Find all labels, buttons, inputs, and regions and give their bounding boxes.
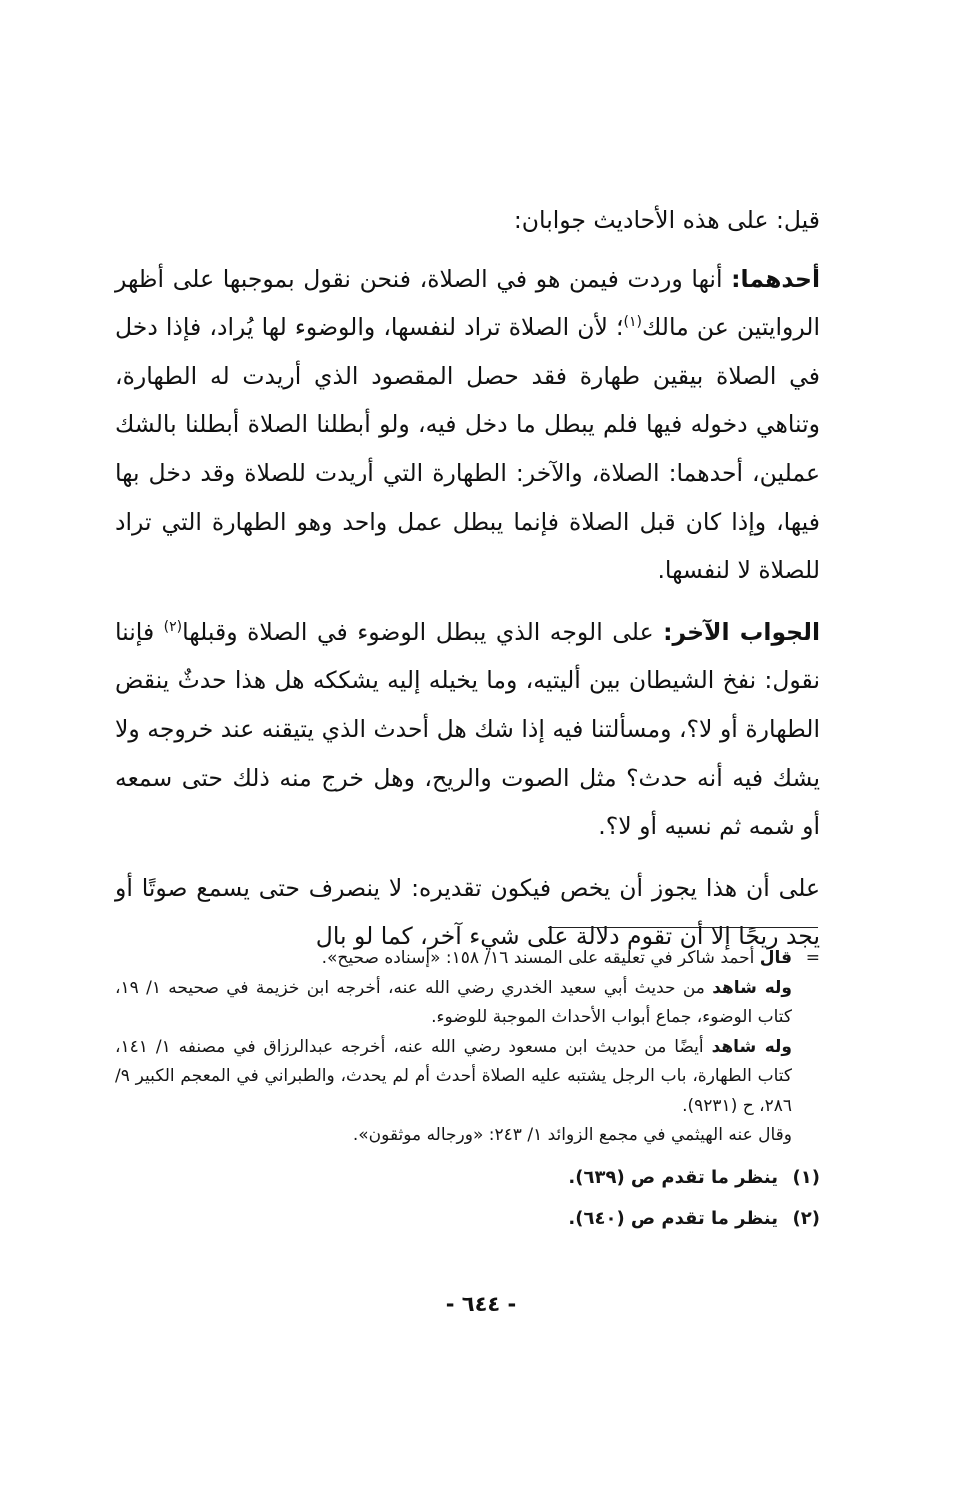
main-text bbox=[115, 196, 820, 974]
paragraph-second-answer bbox=[115, 608, 820, 851]
first-answer-text-a: أنها وردت فيمن هو في الصلاة، فنحن نقول بموجبها على أظهر الروايتين عن مالك bbox=[115, 264, 820, 342]
first-answer-text-b: ؛ لأن الصلاة تراد لنفسها، والوضوء لها يُراد، فإذا دخل في الصلاة بيقين طهارة فقد حصل المقصود الذي أريدت له الطهارة، وتناهي دخوله فيها فلم يبطل ما دخل فيه، ولو أبطلنا الصلاة أبطلنا بالشك عملين، أحدهما: الصلاة، والآخر: الطهارة التي أريدت للصلاة وقد دخل بها فيها، وإذا كان قبل الصلاة فإنما يبطل عمل واحد وهو الطهارة التي تراد للصلاة لا لنفسها. bbox=[115, 313, 820, 585]
footnote-ref-1[interactable]: (١) bbox=[623, 314, 642, 331]
paragraph-intro bbox=[115, 196, 820, 245]
footnote-line bbox=[115, 944, 792, 974]
page-number: - ٦٤٤ - bbox=[445, 1292, 517, 1316]
second-answer-heading: الجواب الآخر: bbox=[663, 617, 820, 646]
third-paragraph-text: على أن هذا يجوز أن يخص فيكون تقديره: لا ينصرف حتى يسمع صوتًا أو يجد ريحًا إلا أن تقوم دلالة على شيء آخر، كما لو بال bbox=[115, 873, 820, 951]
first-answer-heading: أحدهما: bbox=[731, 264, 820, 293]
footnote-2-number: (٢) bbox=[792, 1208, 820, 1229]
footnote-1-number: (١) bbox=[792, 1166, 820, 1188]
footnote-lead: وله شاهد bbox=[711, 1036, 792, 1057]
continuation-mark: = bbox=[805, 948, 820, 968]
footnote-line bbox=[115, 1033, 792, 1122]
second-answer-text-a: على الوجه الذي يبطل الوضوء في الصلاة وقبلها bbox=[182, 617, 664, 646]
footnote-line bbox=[115, 1121, 792, 1151]
footnote-lead: وله شاهد bbox=[712, 977, 792, 998]
footnote-lead: قال bbox=[759, 948, 792, 968]
second-answer-text-b: فإننا نقول: نفخ الشيطان بين أليتيه، وما يخيله إليه يشككه هل هذا حدثٌ ينقض الطهارة أو لا؟، ومسألتنا فيه إذا شك هل أحدث الذي يتيقنه عند خروجه ولا يشك فيه أنه حدث؟ مثل الصوت والريح، وهل خرج منه ذلك حتى سمعه أو شمه ثم نسيه أو لا؟. bbox=[115, 617, 820, 841]
paragraph-first-answer bbox=[115, 255, 820, 595]
footnote-1 bbox=[115, 1163, 820, 1193]
footnote-divider bbox=[548, 927, 818, 928]
footnote-ref-2[interactable]: (٢) bbox=[163, 618, 183, 635]
footnote-1-text: ينظر ما تقدم ص (٦٣٩). bbox=[568, 1166, 778, 1188]
footnotes bbox=[115, 944, 820, 1234]
footnote-2 bbox=[115, 1204, 820, 1234]
footnote-text: من حديث أبي سعيد الخدري رضي الله عنه، أخرجه ابن خزيمة في صحيحه ١/ ١٩، كتاب الوضوء، جماع أبواب الأحداث الموجبة للوضوء. bbox=[115, 977, 792, 1027]
footnote-text: وقال عنه الهيثمي في مجمع الزوائد ١/ ٢٤٣: «ورجاله موثقون». bbox=[352, 1125, 792, 1145]
footnote-text: أيضًا من حديث ابن مسعود رضي الله عنه، أخرجه عبدالرزاق في مصنفه ١/ ١٤١، كتاب الطهارة، باب الرجل يشتبه عليه الصلاة أحدث أم لم يحدث، والطبراني في المعجم الكبير ٩/ ٢٨٦، ح (٩٢٣١). bbox=[115, 1036, 792, 1116]
footnote-2-text: ينظر ما تقدم ص (٦٤٠). bbox=[568, 1208, 778, 1229]
footnote-text: أحمد شاكر في تعليقه على المسند ١٦/ ١٥٨: «إسناده صحيح». bbox=[321, 948, 760, 968]
footnote-line bbox=[115, 974, 792, 1033]
intro-text: قيل: على هذه الأحاديث جوابان: bbox=[513, 206, 820, 234]
footnote-continuation bbox=[115, 944, 820, 1151]
